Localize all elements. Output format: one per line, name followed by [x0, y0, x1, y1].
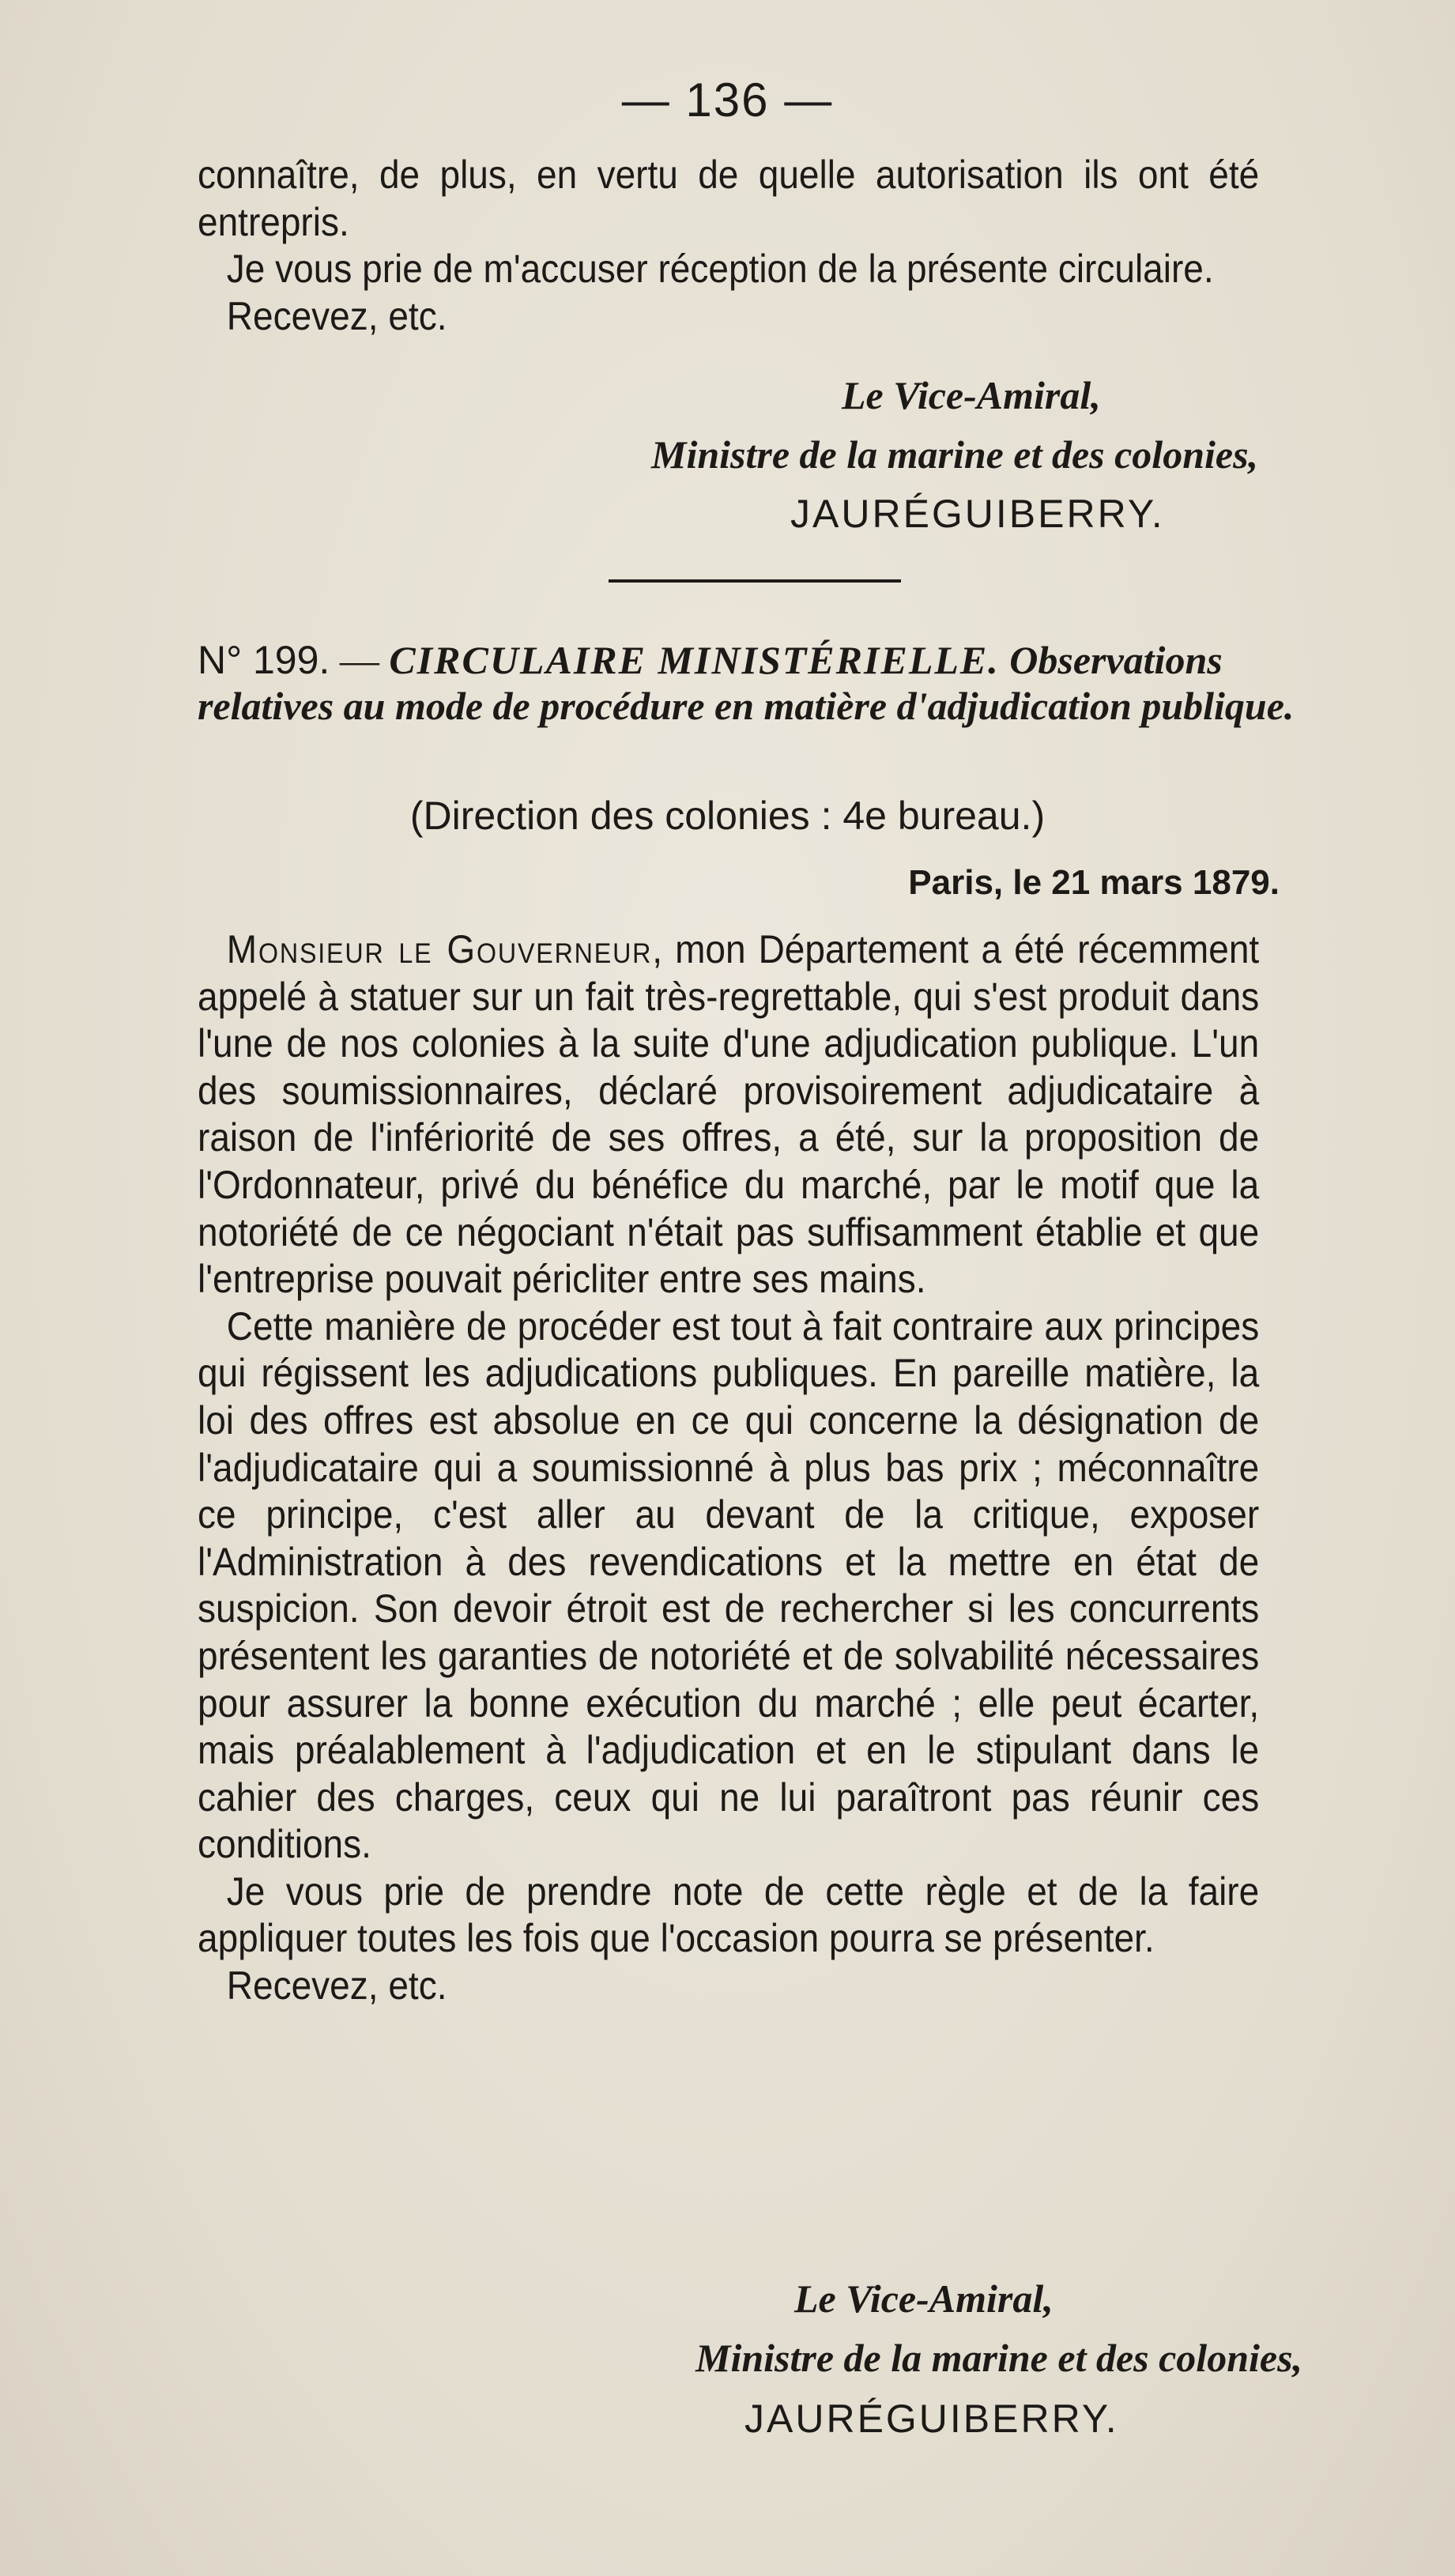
heading-dash: — [339, 638, 379, 682]
circular-heading [198, 637, 1351, 729]
paragraph [198, 926, 1259, 1303]
signature-role: Ministre de la marine et des colonies, [695, 2336, 1303, 2380]
paragraph: Je vous prie de prendre note de cette règle et de la faire appliquer toutes les fois que l'occasion pourra se présenter. [198, 1869, 1260, 1961]
signature-title: Le Vice-Amiral, [794, 2276, 1054, 2321]
circular-title: CIRCULAIRE MINISTÉRIELLE. [389, 638, 1000, 682]
signature-name: JAURÉGUIBERRY. [790, 492, 1165, 536]
circular-subject: Observations relatives au mode de procédure en matière d'adjudication publique. [198, 638, 1295, 728]
divider-rule [609, 579, 901, 583]
signature-name: JAURÉGUIBERRY. [744, 2397, 1119, 2441]
paragraph-text: , mon Département a été récemment appelé à statuer sur un fait très-regrettable, qui s'est produit dans l'une de nos colonies à la suite d'une adjudication publique. L'un des soumissionnaires, déclaré provisoirement adjudicataire à raison de l'infériorité de ses offres, a été, sur la proposition de l'Ordonnateur, privé du bénéfice du marché, par le motif que la notoriété de ce négociant n'était pas suffisamment établie et que l'entreprise pouvait péricliter entre ses mains. [198, 927, 1260, 1302]
circular-number: N° 199. [198, 638, 330, 682]
direction-line: (Direction des colonies : 4e bureau.) [409, 794, 1046, 838]
signature-title: Le Vice-Amiral, [842, 373, 1101, 417]
letter-body [198, 926, 1259, 2010]
signature-role: Ministre de la marine et des colonies, [651, 432, 1259, 477]
paragraph: Je vous prie de m'accuser réception de la présente circulaire. [226, 247, 1214, 291]
paragraph: connaître, de plus, en vertu de quelle autorisation ils ont été entrepris. [198, 153, 1260, 244]
salutation: Monsieur le Gouverneur [226, 927, 653, 971]
paragraph: Recevez, etc. [226, 1963, 447, 2008]
paragraph: Cette manière de procéder est tout à fait contraire aux principes qui régissent les adjudications publiques. En pareille matière, la loi des offres est absolue en ce qui concerne la désignation de l'adjudicataire qui a soumissionné à plus bas prix ; méconnaître ce principe, c'est aller au devant de la critique, exposer l'Administration à des revendications et la mettre en état de suspicion. Son devoir étroit est de rechercher si les concurrents présentent les garanties de notoriété et de solvabilité nécessaires pour assurer la bonne exécution du marché ; elle peut écarter, mais préalablement à l'adjudication et en le stipulant dans le cahier des charges, ceux qui ne lui paraîtront pas réunir ces conditions. [198, 1303, 1260, 1867]
previous-letter-ending [198, 152, 1259, 340]
paragraph: Recevez, etc. [226, 293, 447, 338]
letter-date: Paris, le 21 mars 1879. [908, 863, 1280, 902]
page-number: — 136 — [621, 74, 834, 126]
